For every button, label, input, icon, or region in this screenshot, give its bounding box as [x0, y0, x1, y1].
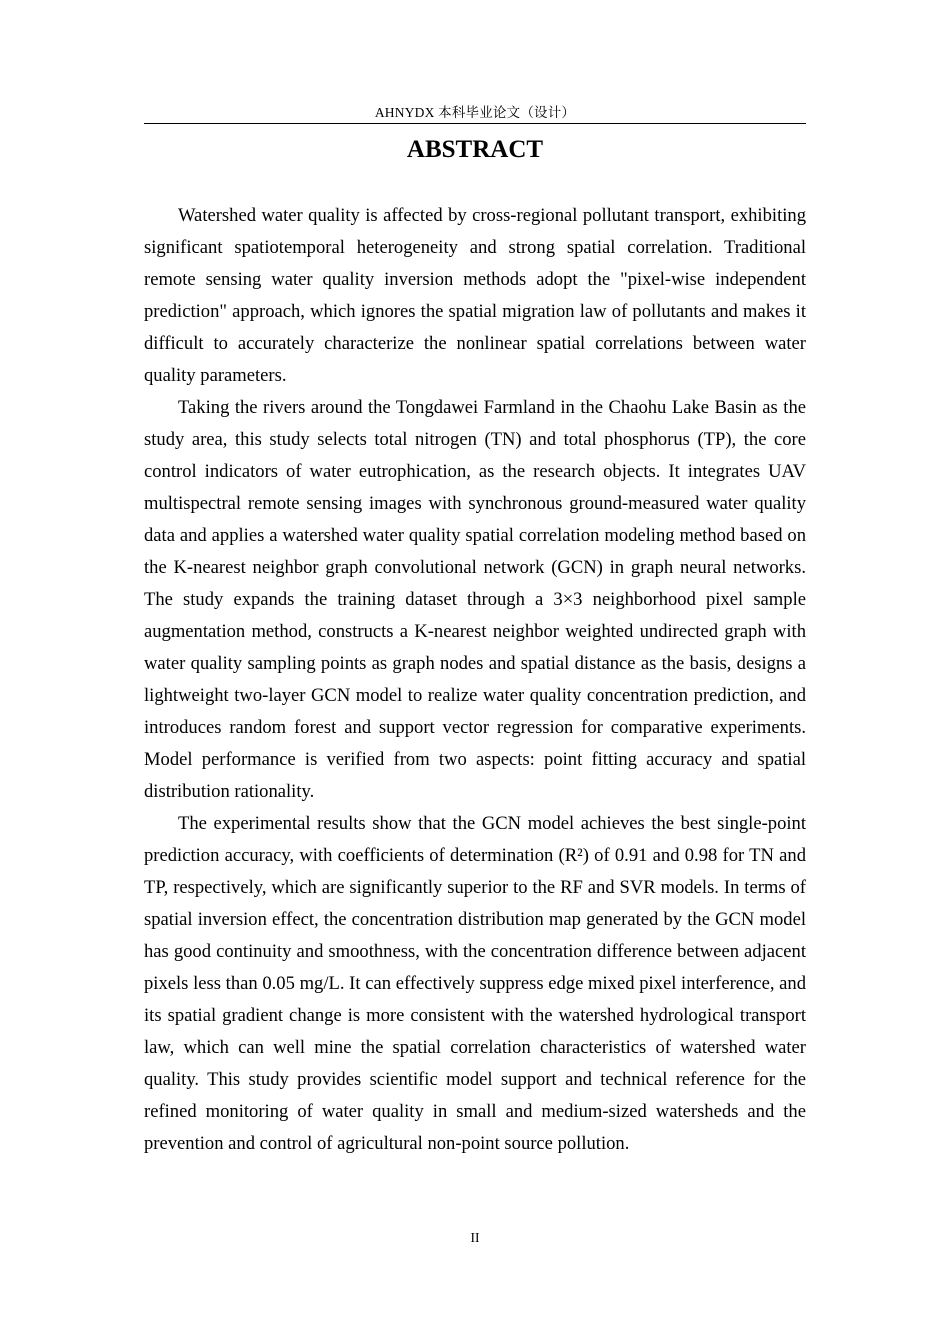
abstract-paragraph-2: Taking the rivers around the Tongdawei Farmland in the Chaohu Lake Basin as the study area, this study selects total nitrogen (TN) and total phosphorus (TP), the core control indicators of water eutrophication, as the research objects. It integrates UAV multispectral remote sensing images with synchronous ground-measured water quality data and applies a watershed water quality spatial correlation modeling method based on the K-nearest neighbor graph convolutional network (GCN) in graph neural networks. The study expands the training dataset through a 3×3 neighborhood pixel sample augmentation method, constructs a K-nearest neighbor weighted undirected graph with water quality sampling points as graph nodes and spatial distance as the basis, designs a lightweight two-layer GCN model to realize water quality concentration prediction, and introduces random forest and support vector regression for comparative experiments. Model performance is verified from two aspects: point fitting accuracy and spatial distribution rationality.: [144, 397, 806, 802]
page-title: ABSTRACT: [406, 136, 544, 163]
running-header: AHNYDX 本科毕业论文（设计）: [374, 105, 576, 120]
abstract-paragraph-1: Watershed water quality is affected by cross-regional pollutant transport, exhibiting significant spatiotemporal heterogeneity and strong spatial correlation. Traditional remote sensing water quality inversion methods adopt the "pixel-wise independent prediction" approach, which ignores the spatial migration law of pollutants and makes it difficult to accurately characterize the nonlinear spatial correlations between water quality parameters.: [144, 205, 806, 386]
abstract-paragraph-3: The experimental results show that the GCN model achieves the best single-point prediction accuracy, with coefficients of determination (R²) of 0.91 and 0.98 for TN and TP, respectively, which are significantly superior to the RF and SVR models. In terms of spatial inversion effect, the concentration distribution map generated by the GCN model has good continuity and smoothness, with the concentration difference between adjacent pixels less than 0.05 mg/L. It can effectively suppress edge mixed pixel interference, and its spatial gradient change is more consistent with the watershed hydrological transport law, which can well mine the spatial correlation characteristics of watershed water quality. This study provides scientific model support and technical reference for the refined monitoring of water quality in small and medium-sized watersheds and the prevention and control of agricultural non-point source pollution.: [144, 813, 806, 1154]
header-rule: [144, 123, 806, 124]
page-number: II: [470, 1230, 480, 1245]
abstract-body: [144, 200, 806, 1160]
